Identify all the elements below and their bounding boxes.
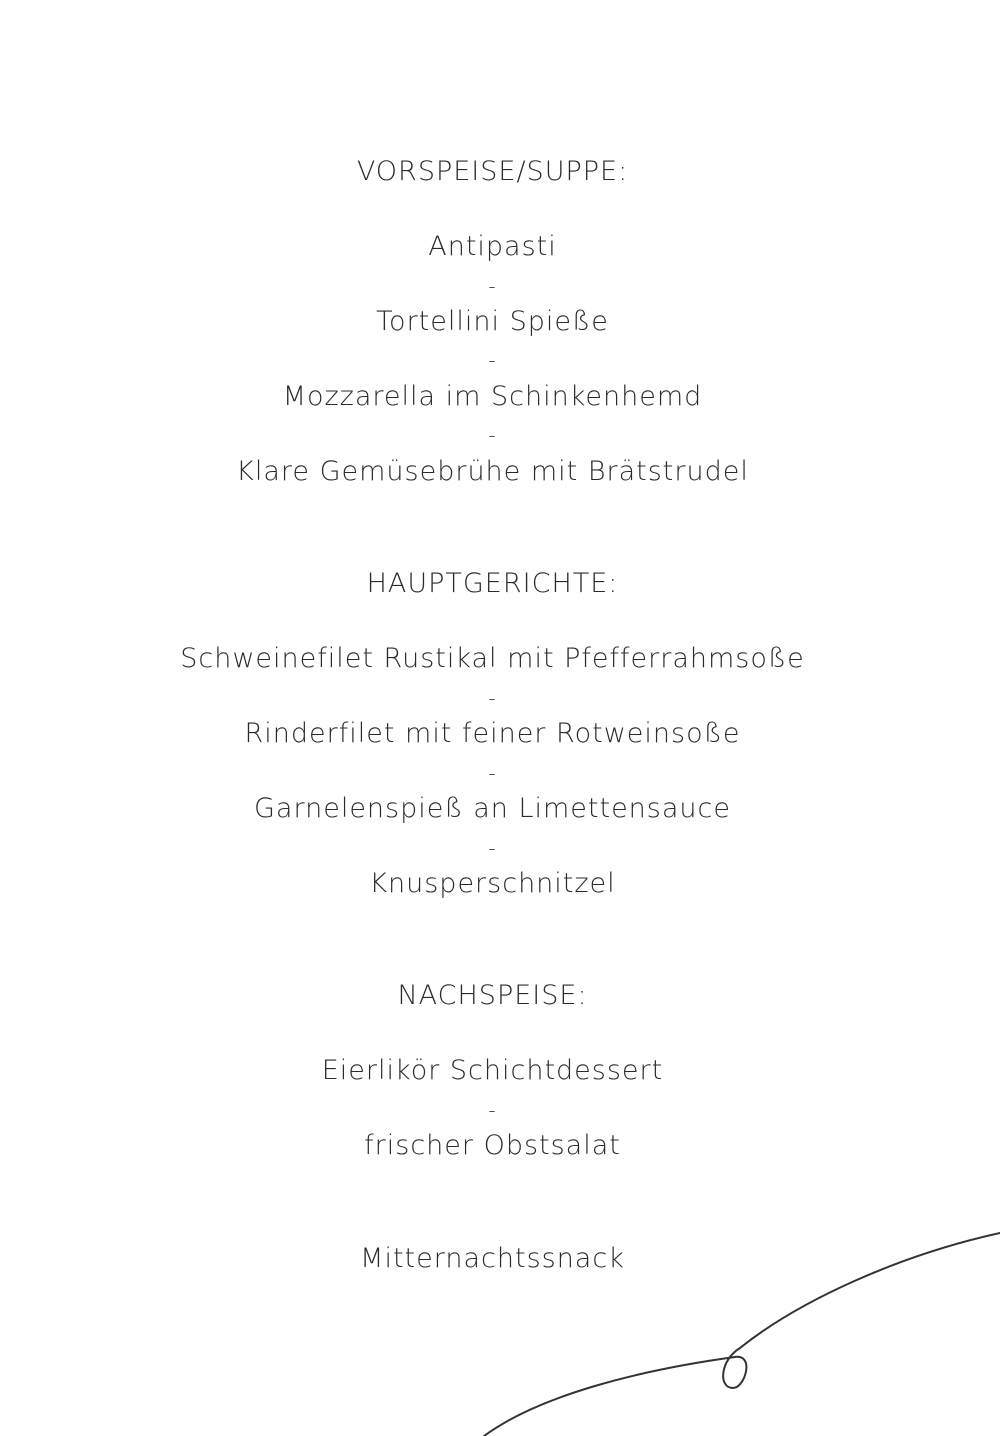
menu-item: Klare Gemüsebrühe mit Brätstrudel [236,456,749,487]
menu-item: Garnelenspieß an Limettensauce [254,793,731,824]
menu-item: Knusperschnitzel [369,868,616,899]
menu-item: Mozzarella im Schinkenhemd [282,381,703,412]
section-heading-mains: HAUPTGERICHTE: [366,568,619,599]
menu-item: Eierlikör Schichtdessert [321,1055,664,1086]
menu-item: Schweinefilet Rustikal mit Pfefferrahmsoße [180,643,805,674]
separator: - [488,1098,497,1122]
separator: - [488,686,497,710]
separator: - [488,423,497,447]
footer-item: Mitternachtssnack [360,1243,625,1274]
menu-item: Antipasti [428,231,557,262]
section-heading-desserts: NACHSPEISE: [397,980,588,1011]
separator: - [488,348,497,372]
separator: - [488,836,497,860]
menu-item: frischer Obstsalat [364,1130,621,1161]
separator: - [488,274,497,298]
section-heading-starters: VORSPEISE/SUPPE: [356,156,629,187]
menu-item: Tortellini Spieße [376,306,609,337]
menu-item: Rinderfilet mit feiner Rotweinsoße [244,718,741,749]
separator: - [488,761,497,785]
